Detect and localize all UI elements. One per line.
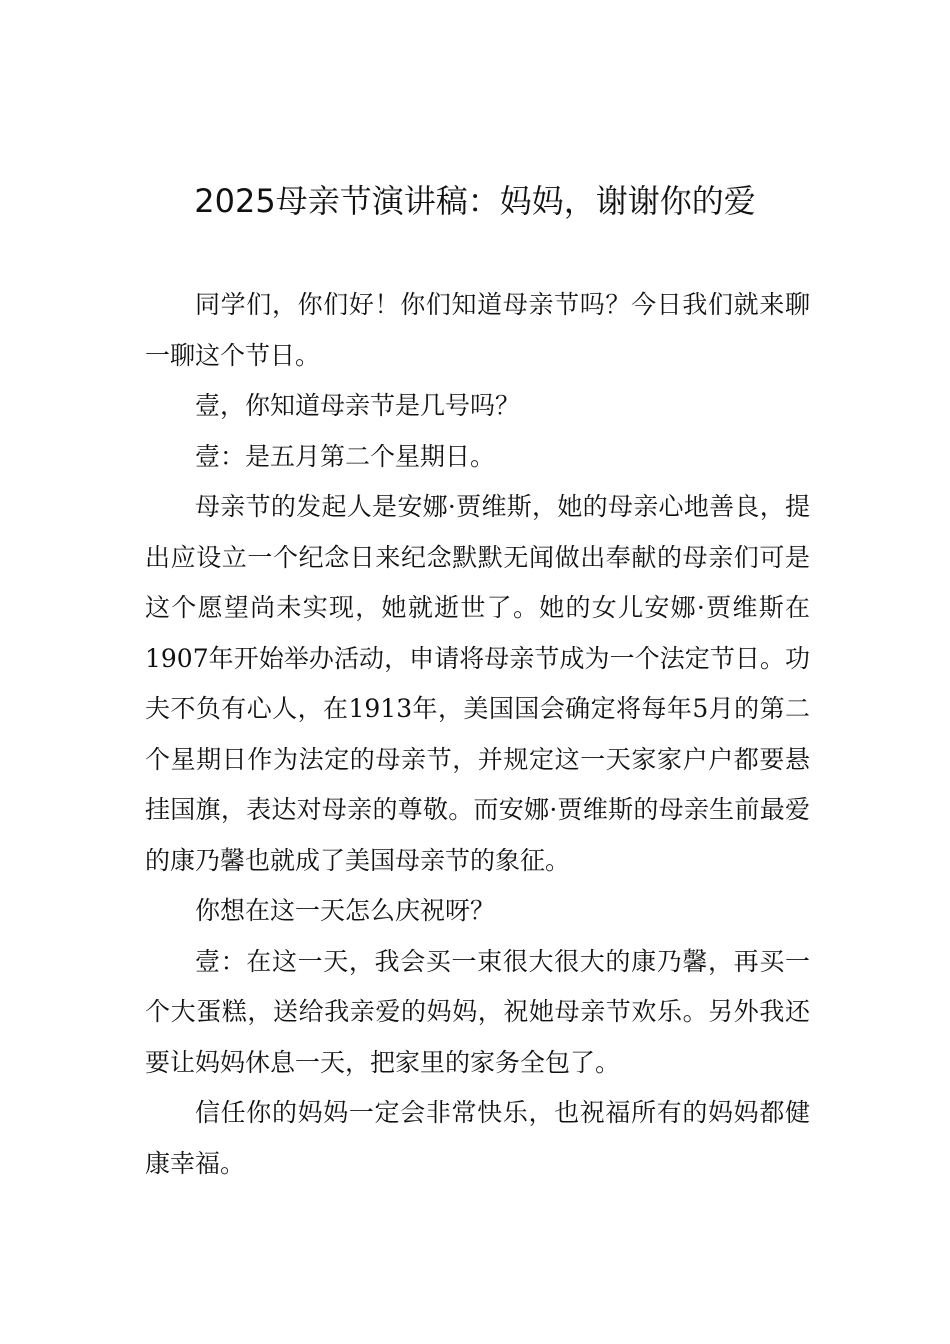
document-title: 2025母亲节演讲稿：妈妈，谢谢你的爱 xyxy=(194,182,756,220)
paragraph: 信任你的妈妈一定会非常快乐，也祝福所有的妈妈都健康幸福。 xyxy=(145,1098,810,1178)
paragraph: 母亲节的发起人是安娜·贾维斯，她的母亲心地善良，提出应设立一个纪念日来纪念默默无闻做出奉献的母亲们可是这个愿望尚未实现，她就逝世了。她的女儿安娜·贾维斯在1907年开始举办活动，申请将母亲节成为一个法定节日。功夫不负有心人，在1913年，美国国会确定将每年5月的第二个星期日作为法定的母亲节，并规定这一天家家户户都要悬挂国旗，表达对母亲的尊敬。而安娜·贾维斯的母亲生前最爱的康乃馨也就成了美国母亲节的象征。 xyxy=(145,492,810,875)
paragraph: 你想在这一天怎么庆祝呀？ xyxy=(195,896,496,925)
paragraph: 壹：是五月第二个星期日。 xyxy=(195,441,496,471)
paragraph: 同学们，你们好！你们知道母亲节吗？今日我们就来聊一聊这个节日。 xyxy=(145,290,810,370)
document-body xyxy=(145,280,810,1189)
paragraph: 壹：在这一天，我会买一束很大很大的康乃馨，再买一个大蛋糕，送给我亲爱的妈妈，祝她母亲节欢乐。另外我还要让妈妈休息一天，把家里的家务全包了。 xyxy=(145,946,810,1077)
paragraph: 壹，你知道母亲节是几号吗？ xyxy=(195,391,521,420)
